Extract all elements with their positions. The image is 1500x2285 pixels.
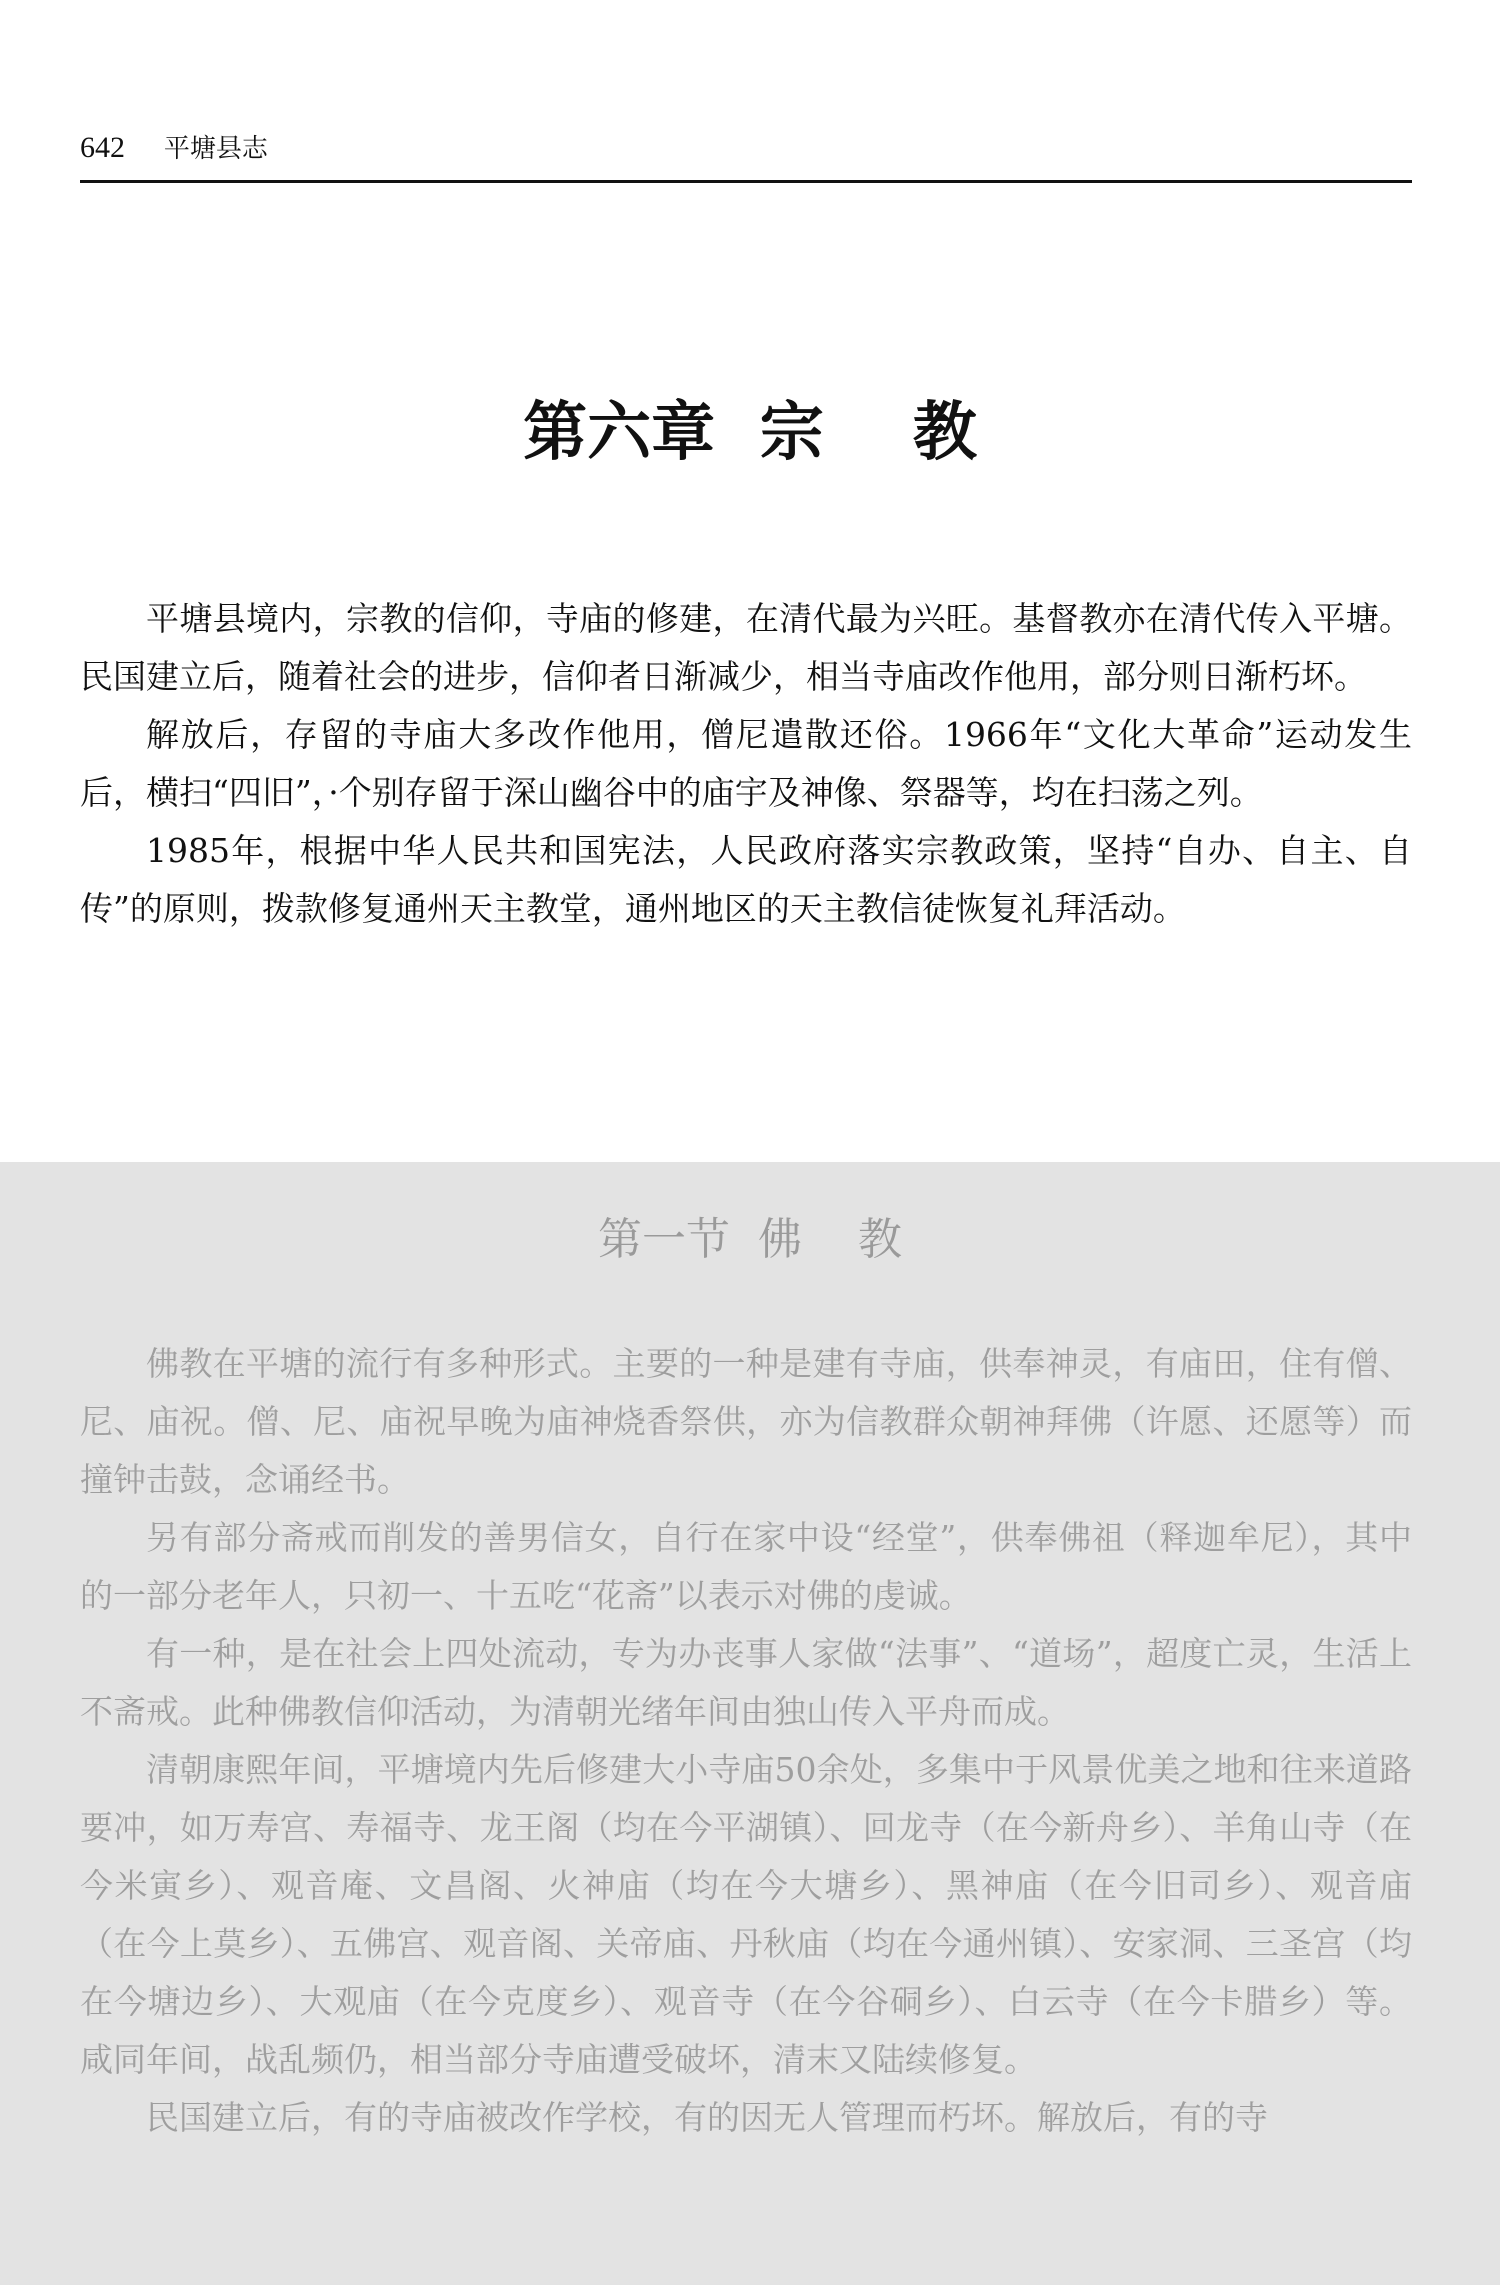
book-title: 平塘县志: [163, 134, 268, 164]
header-rule: [80, 180, 1412, 183]
intro-paragraph: 平塘县境内，宗教的信仰，寺庙的修建，在清代最为兴旺。基督教亦在清代传入平塘。民国建立后，随着社会的进步，信仰者日渐减少，相当寺庙改作他用，部分则日渐朽坏。: [80, 599, 1412, 696]
page-number: 642: [80, 131, 125, 164]
section-paragraph: 清朝康熙年间，平塘境内先后修建大小寺庙50余处，多集中于风景优美之地和往来道路要冲，如万寿宫、寿福寺、龙王阁（均在今平湖镇）、回龙寺（在今新舟乡）、羊角山寺（在今米寅乡）、观音庵、文昌阁、火神庙（均在今大塘乡）、黑神庙（在今旧司乡）、观音庙（在今上莫乡）、五佛宫、观音阁、关帝庙、丹秋庙（均在今通州镇）、安家洞、三圣宫（均在今塘边乡）、大观庙（在今克度乡）、观音寺（在今谷硐乡）、白云寺（在今卡腊乡）等。咸同年间，战乱频仍，相当部分寺庙遭受破坏，清末又陆续修复。: [80, 1750, 1412, 2079]
intro-text: [80, 590, 1412, 938]
chapter-title: 第六章 宗 教: [523, 395, 977, 470]
intro-paragraph: 1985年，根据中华人民共和国宪法，人民政府落实宗教政策，坚持“自办、自主、自传”的原则，拨款修复通州天主教堂，通州地区的天主教信徒恢复礼拜活动。: [80, 831, 1412, 928]
section-text: [80, 1335, 1412, 2147]
section-paragraph: 有一种，是在社会上四处流动，专为办丧事人家做“法事”、“道场”，超度亡灵，生活上不斋戒。此种佛教信仰活动，为清朝光绪年间由独山传入平舟而成。: [80, 1634, 1412, 1731]
running-header: [80, 128, 1412, 178]
section-paragraph: 另有部分斋戒而削发的善男信女，自行在家中设“经堂”，供奉佛祖（释迦牟尼），其中的一部分老年人，只初一、十五吃“花斋”以表示对佛的虔诚。: [80, 1518, 1412, 1615]
section-paragraph: 佛教在平塘的流行有多种形式。主要的一种是建有寺庙，供奉神灵，有庙田，住有僧、尼、庙祝。僧、尼、庙祝早晚为庙神烧香祭供，亦为信教群众朝神拜佛（许愿、还愿等）而撞钟击鼓，念诵经书。: [80, 1344, 1412, 1499]
intro-paragraph: 解放后，存留的寺庙大多改作他用，僧尼遣散还俗。1966年“文化大革命”运动发生后，横扫“四旧”，·个别存留于深山幽谷中的庙宇及神像、祭器等，均在扫荡之列。: [80, 715, 1412, 812]
section-paragraph: 民国建立后，有的寺庙被改作学校，有的因无人管理而朽坏。解放后，有的寺: [146, 2098, 1268, 2137]
section-title: 第一节 佛 教: [598, 1214, 902, 1265]
